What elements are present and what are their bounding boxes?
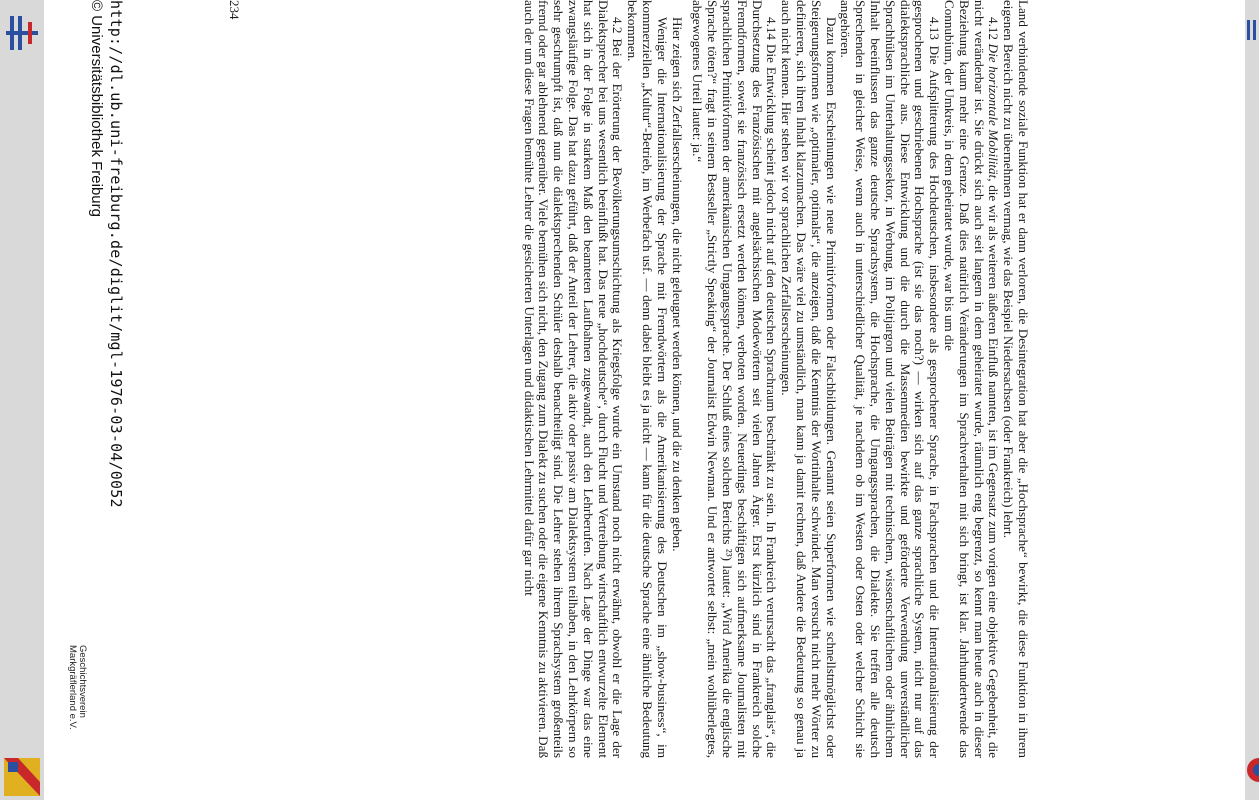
paragraph: 4.12 Die horizontale Mobilität, die wir als weiteren äußeren Einfluß nannten, ist im Gegensatz zum vorigen eine objektive Gegebenheit, die nicht veränderbar ist. Sie drückt sich auch seit langem in dem geheiratet wurde, räumlich eng begrenzt, so kennt man heute auch in dieser Beziehung kaum mehr eine Grenze. Daß dies natürlich Veränderungen im Sprachverhalten mit sich bringt, ist klar. Jahrhundertwende das Connubium, der Umkreis, in dem geheiratet wurde, war bis um die: [942, 0, 1002, 759]
source-url[interactable]: http://dl.ub.uni-freiburg.de/diglit/mgl-1976-03-04/0052: [107, 0, 125, 508]
paragraph: Weniger die Internationalisierung der Sprache mit Fremdwörtern als die Amerikanisierung des Deutschen im „show-business“, im kommerziellen „Kultur“-Betrieb, im Werbefach usf. — denn dabei bleibt es ja nicht — kann für die deutsche Sprache eine ähnliche Bedeutung bekommen.: [625, 0, 670, 758]
library-logo-icon: [6, 14, 38, 52]
society-seal-icon: [0, 752, 44, 800]
copyright-line: © Universitätsbibliothek Freiburg: [88, 0, 105, 217]
rotated-page-content: [44, 0, 1245, 800]
left-gutter: [0, 0, 44, 800]
library-logo-icon: [1245, 20, 1259, 40]
document-page: [44, 0, 1245, 800]
paragraph: Hier zeigen sich Zerfallserscheinungen, die nicht geleugnet werden können, und die zu denken geben.: [669, 17, 685, 552]
body-text: [521, 0, 1030, 758]
italic-heading: Die horizontale Mobilität: [986, 43, 1002, 179]
right-gutter: [1245, 0, 1259, 800]
paragraph: 4.14 Die Entwicklung scheint jedoch nicht auf den deutschen Sprachraum beschränkt zu sein. In Frankreich verursacht das „franglais“, die Durchsetzung des Französischen mit angelsächsischen Modewörtern seit vielen Jahren Ärger. Erst kürzlich sind in Frankreich solche Fremdformen, soweit sie französisch ersetzt werden können, verboten worden. Neuerdings beschäftigen sich aufmerksame Journalisten mit sprachlichen Primitivformen der amerikanischen Umgangssprache. Der Schluß eines solchen Berichts ²³) lautet: „Wird Amerika die englische Sprache töten?“ fragt in seinem Bestseller „Strictly Speaking“ der Journalist Edwin Newman. Und er antwortet selbst: „mein wohlüberlegtes, abgewogenes Urteil lautet: ja.“: [690, 0, 780, 758]
society-label: Geschichtsverein Markgräflerland e.V.: [67, 645, 88, 730]
paragraph: Dazu kommen Erscheinungen wie neue Primitivformen oder Falschbildungen. Genannt seien Superformen wie schnellstmöglichst oder Steigerungsformen wie „optimaler, optimalst“, die anzeigen, daß die Kenntnis der Wortinhalte schwindet. Man versucht nicht mehr Wörter zu definieren, sich ihren Inhalt klarzumachen. Das wäre viel zu umständlich, man kann ja damit rechnen, daß Andere die Bedeutung so genau ja auch nicht kennen. Hier stehen wir vor sprachlichen Zerfallserscheinungen.: [779, 0, 839, 758]
page-number: 234: [227, 0, 242, 20]
cropped-header: [1233, 0, 1245, 800]
paragraph: Land verbindende soziale Funktion hat er dann verloren, die Desintegration hat aber die „Hochsprache“ bewirkt, die diese Funktion in ihrem eigenen Bereich nicht zu übernehmen vermag, wie das Beispiel Niedersachsen (oder Frankreich) lehrt.: [1001, 0, 1031, 758]
badge-icon: [1245, 755, 1259, 785]
paragraph: 4.13 Die Aufsplitterung des Hochdeutschen, insbesondere als gesprochener Sprache, in Fachsprachen und die Internationalisierung der gesprochenen und geschriebenen Hochsprache (ist sie das noch?) — wirken sich auf das ganze sprachliche System, nicht nur auf das dialektsprachliche aus. Diese Entwicklung und die durch die Massenmedien bewirkte und geförderte Verwendung unverständlicher Sprachhülsen im Unterhaltungssektor, in Werbung, im Politjargon und vielen Beiträgen mit technischem, wissenschaftlichem oder ähnlichem Inhalt beeinflussen das ganze deutsche Sprachsystem, die Hochsprache, die Umgangssprachen, die Dialekte. Sie treffen alle deutsch Sprechenden in gleicher Weise, wenn auch in unterschiedlicher Qualität, je nachdem ob im Westen oder Osten oder welcher Schicht sie angehören.: [838, 0, 943, 758]
paragraph: 4.2 Bei der Erörterung der Bevölkerungsumschichtung als Kriegsfolge wurde ein Umstand noch nicht erwähnt, obwohl er die Lage der Dialektsprecher bei uns wesentlich beeinflußt hat. Das neue „hochdeutsche“, durch Flucht und Vertreibung wirtschaftlich entwurzelte Element hat sich in der Folge in starkem Maß den beamteten Laufbahnen zugewandt, auch den Lehrberufen. Nach Lage der Dinge war das eine zwangsläufige Folge. Das hat dazu geführt, daß der Anteil der Lehrer, die aktiv oder passiv am Dialektsystem teilhaben, in den Lehrkörpern so sehr geschrumpft ist, daß nun die dialektsprechenden Schüler deshalb benachteiligt sind. Die Lehrer stehen ihrem Sprachsystem großenteils fremd oder gar ablehnend gegenüber. Viele bemühen sich nicht, den Zugang zum Dialekt zu suchen oder die eigene Kenntnis zu aktivieren. Daß auch der um diese Fragen bemühte Lehrer die gesicherten Unterlagen und didaktischen Lehrmittel dafür gar nicht: [521, 0, 626, 758]
